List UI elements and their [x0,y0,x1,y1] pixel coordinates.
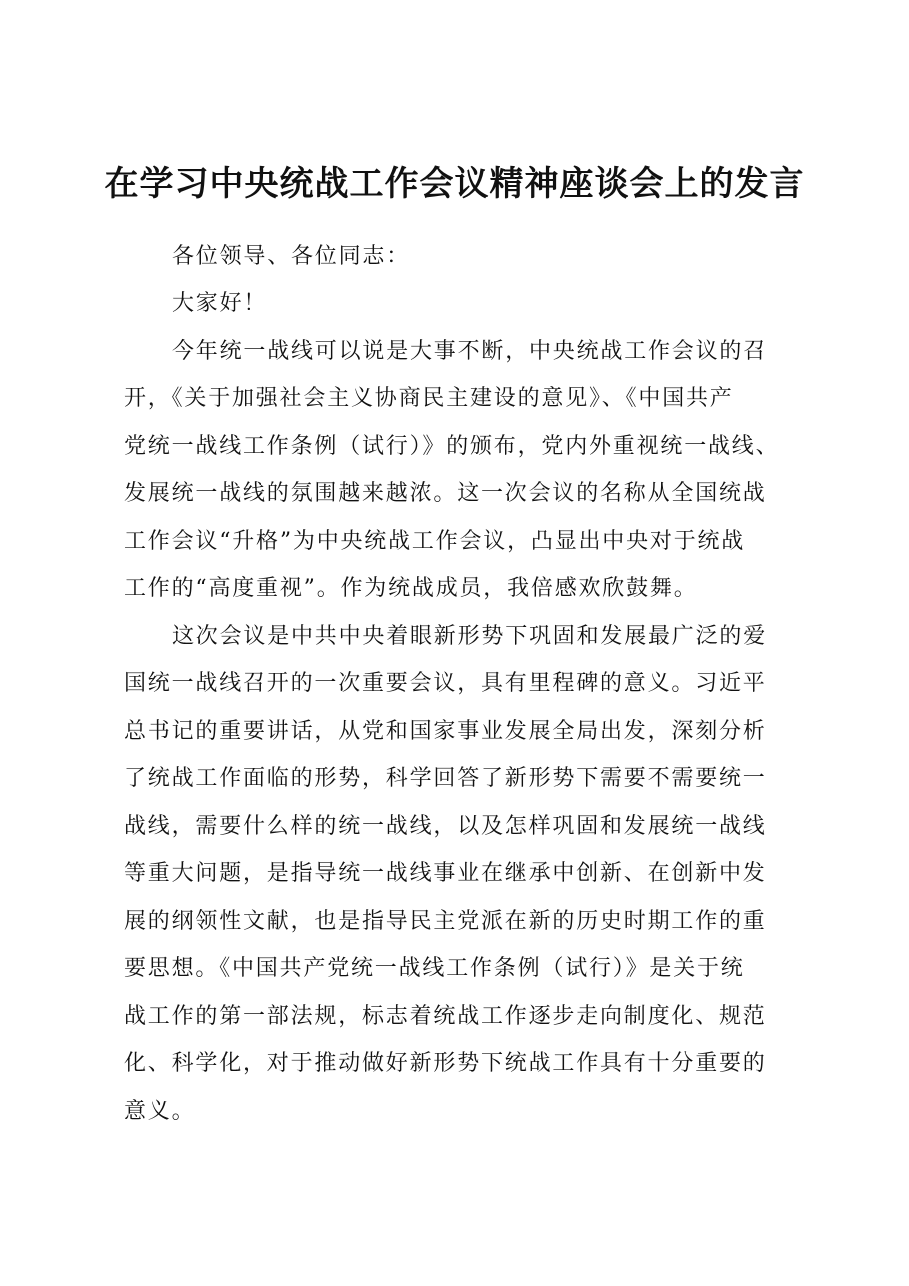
paragraph-2-line-8: 要思想。《中国共产党统一战线工作条例（试行）》是关于统 [124,956,745,981]
greeting: 大家好！ [172,291,268,316]
paragraph-2-line-10: 化、科学化，对于推动做好新形势下统战工作具有十分重要的 [124,1051,767,1076]
document-title: 在学习中央统战工作会议精神座谈会上的发言 [104,164,805,204]
paragraph-2-line-1: 这次会议是中共中央着眼新形势下巩固和发展最广泛的爱 [172,623,768,649]
paragraph-2-line-7: 展的纲领性文献，也是指导民主党派在新的历史时期工作的重 [124,908,767,934]
paragraph-2-line-5: 战线，需要什么样的统一战线，以及怎样巩固和发展统一战线 [124,813,767,839]
paragraph-2-line-11: 意义。 [124,1098,196,1124]
spacer-line [124,185,796,233]
paragraph-2-line-9: 战工作的第一部法规，标志着统战工作逐步走向制度化、规范 [124,1003,767,1029]
paragraph-2-line-4: 了统战工作面临的形势，科学回答了新形势下需要不需要统一 [124,766,767,791]
paragraph-1-line-3: 党统一战线工作条例（试行）》的颁布，党内外重视统一战线、 [124,433,780,459]
paragraph-1-line-1: 今年统一战线可以说是大事不断，中央统战工作会议的召 [172,338,768,364]
salutation: 各位领导、各位同志： [172,243,411,269]
document-body [124,185,796,1135]
paragraph-2-line-6: 等重大问题，是指导统一战线事业在继承中创新、在创新中发 [124,861,767,886]
paragraph-1-line-2: 开，《关于加强社会主义协商民主建设的意见》、《中国共产 [124,386,734,411]
paragraph-2-line-3: 总书记的重要讲话，从党和国家事业发展全局出发，深刻分析 [124,718,767,744]
paragraph-1-line-6: 工作的“高度重视”。作为统战成员，我倍感欢欣鼓舞。 [124,576,698,601]
paragraph-2-line-2: 国统一战线召开的一次重要会议，具有里程碑的意义。习近平 [124,671,767,696]
paragraph-1-line-4: 发展统一战线的氛围越来越浓。这一次会议的名称从全国统战 [124,481,767,506]
paragraph-1-line-5: 工作会议“升格”为中央统战工作会议，凸显出中央对于统战 [124,528,746,554]
